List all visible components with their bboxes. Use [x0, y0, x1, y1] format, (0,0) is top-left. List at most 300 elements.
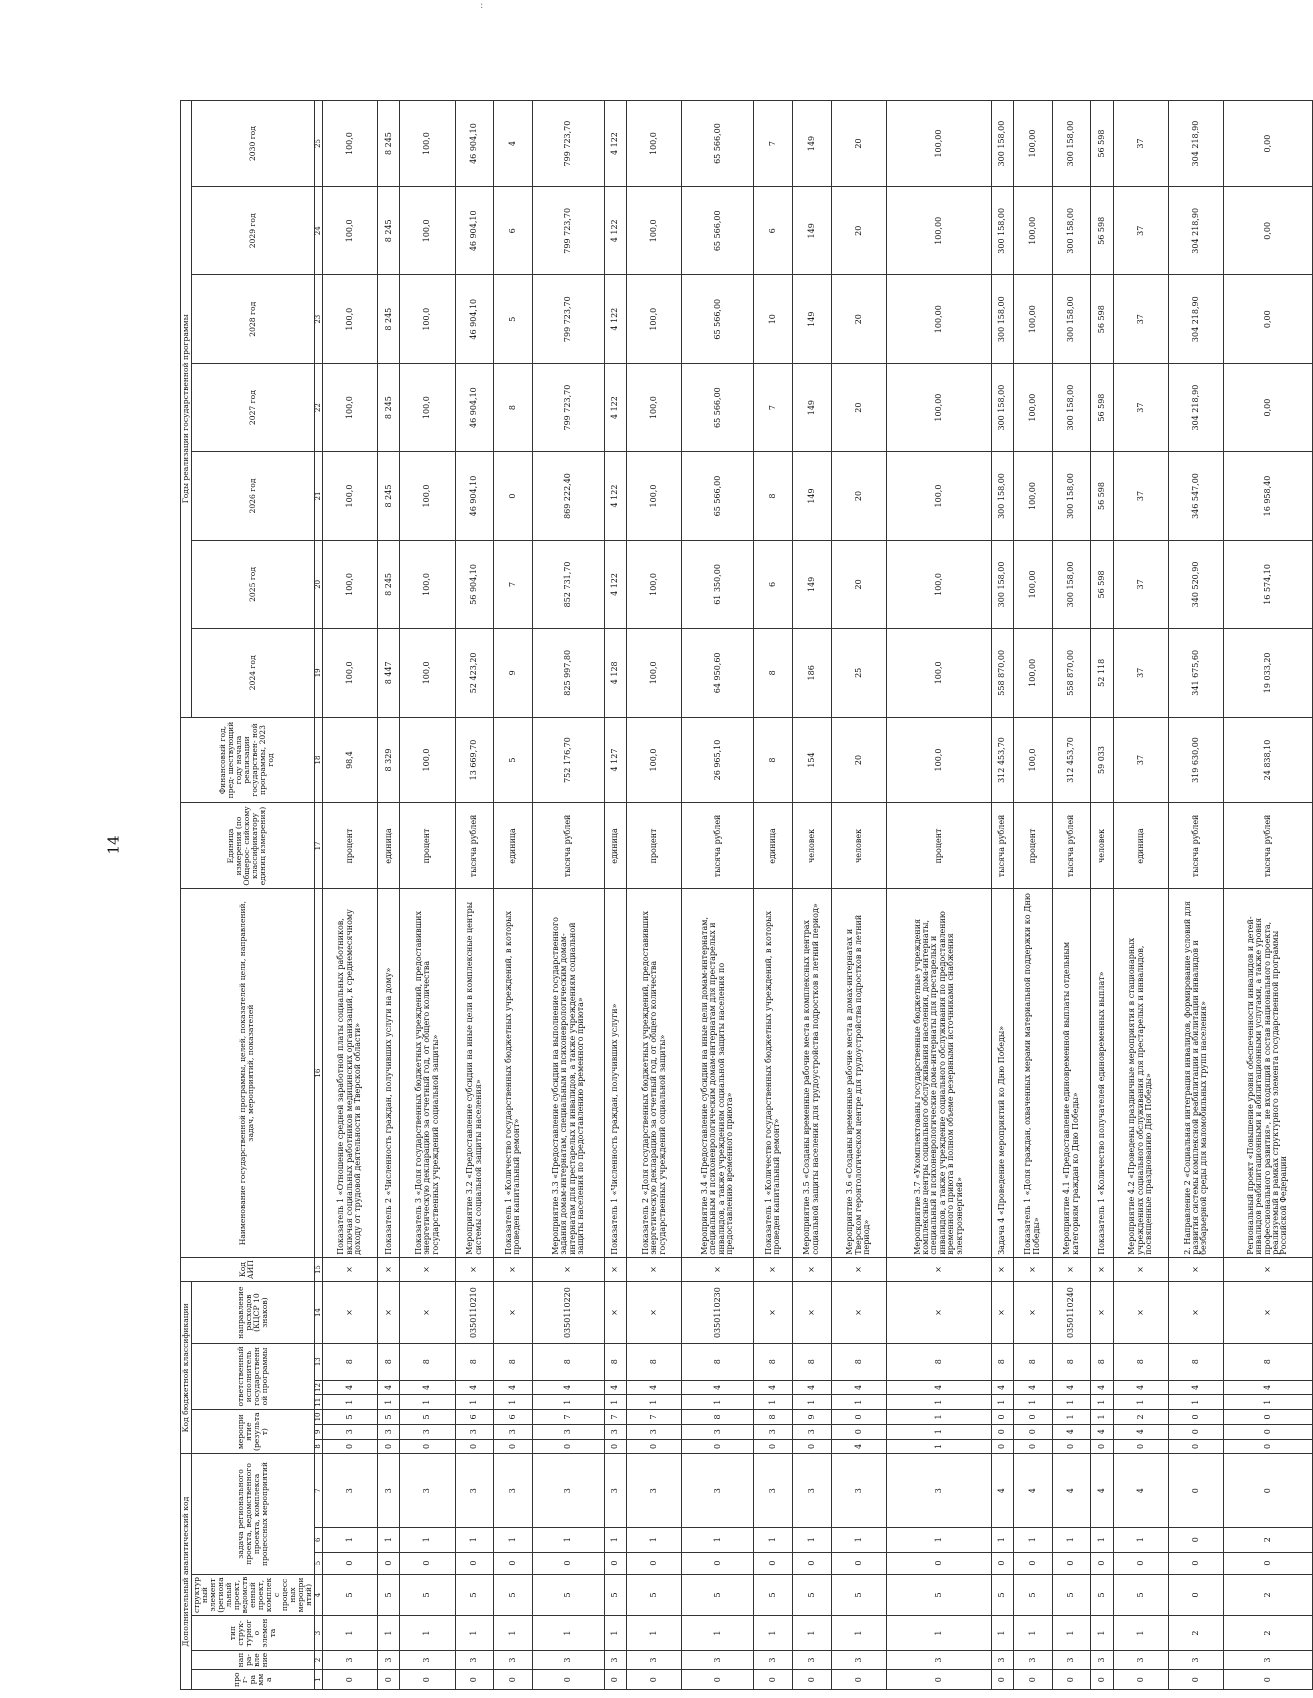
- kcsr-cell: ×: [627, 1282, 682, 1343]
- value-cell: 56 598: [1091, 452, 1113, 540]
- code-cell: 5: [400, 1574, 455, 1616]
- value-cell: 8 245: [378, 363, 400, 451]
- aip-cell: ×: [1113, 1257, 1168, 1282]
- name-cell: Показатель 1 «Отношение средней заработной платы социальных работников, включая социальных работников медицинских организаций, к среднемесячному доходу от трудовой деятельности в Тверской области»: [322, 889, 377, 1257]
- code-cell: 5: [378, 1574, 400, 1616]
- code-cell: 0: [1113, 1439, 1168, 1454]
- code-cell: 2: [1113, 1410, 1168, 1425]
- code-cell: 1: [1113, 1616, 1168, 1650]
- code-cell: 1: [1091, 1395, 1113, 1410]
- table-row: [1168, 101, 1223, 1690]
- code-cell: 1: [754, 1616, 793, 1650]
- code-cell: 1: [1052, 1410, 1091, 1425]
- code-cell: 3: [1052, 1650, 1091, 1670]
- value-cell: 100,0: [627, 717, 682, 803]
- value-cell: 37: [1113, 540, 1168, 628]
- code-cell: 0: [627, 1670, 682, 1690]
- code-cell: 5: [322, 1410, 377, 1425]
- value-cell: 8 245: [378, 540, 400, 628]
- kcsr-cell: ×: [886, 1282, 991, 1343]
- executor-header: ответственный исполнитель государственной программы: [191, 1343, 314, 1409]
- value-cell: 4 122: [604, 452, 626, 540]
- value-cell: 100,0: [627, 101, 682, 187]
- code-cell: 8: [792, 1343, 831, 1380]
- value-cell: 100,0: [627, 187, 682, 275]
- code-cell: 3: [494, 1650, 533, 1670]
- code-cell: 0: [1091, 1552, 1113, 1574]
- code-cell: 0: [991, 1670, 1013, 1690]
- code-cell: 8: [754, 1343, 793, 1380]
- code-cell: 0: [533, 1439, 605, 1454]
- code-cell: 1: [455, 1527, 494, 1552]
- column-number: 20: [314, 540, 322, 628]
- code-cell: 4: [1091, 1424, 1113, 1439]
- table-row: [792, 101, 831, 1690]
- value-cell: 61 350,00: [682, 540, 754, 628]
- value-cell: 4 122: [604, 275, 626, 363]
- code-cell: 5: [1113, 1574, 1168, 1616]
- column-number: 22: [314, 363, 322, 451]
- value-cell: 24 838,10: [1224, 717, 1312, 803]
- aip-cell: ×: [792, 1257, 831, 1282]
- table-row: [1052, 101, 1091, 1690]
- code-cell: 0: [627, 1439, 682, 1454]
- code-cell: 0: [792, 1439, 831, 1454]
- code-cell: 3: [754, 1650, 793, 1670]
- code-cell: 1: [886, 1395, 991, 1410]
- value-cell: 65 566,00: [682, 275, 754, 363]
- column-number: 6: [314, 1527, 322, 1552]
- value-cell: 65 566,00: [682, 363, 754, 451]
- code-cell: 4: [1113, 1454, 1168, 1528]
- table-row: [831, 101, 886, 1690]
- column-number: 25: [314, 101, 322, 187]
- code-cell: 1: [627, 1395, 682, 1410]
- value-cell: 4 122: [604, 540, 626, 628]
- value-cell: 100,00: [1013, 452, 1052, 540]
- code-cell: 0: [1168, 1424, 1223, 1439]
- value-cell: 0,00: [1224, 363, 1312, 451]
- code-cell: 0: [604, 1670, 626, 1690]
- value-cell: 56 598: [1091, 363, 1113, 451]
- code-cell: 8: [886, 1343, 991, 1380]
- value-cell: 98,4: [322, 717, 377, 803]
- programma-header: прог- рамма: [191, 1670, 314, 1690]
- value-cell: 300 158,00: [1052, 540, 1091, 628]
- expense-direction-header: направление расходов (КЦСР 10 знаков): [191, 1282, 314, 1343]
- code-cell: 1: [627, 1616, 682, 1650]
- code-cell: 1: [886, 1616, 991, 1650]
- value-cell: 100,0: [400, 452, 455, 540]
- code-cell: 0: [533, 1552, 605, 1574]
- code-cell: 5: [991, 1574, 1013, 1616]
- value-cell: 149: [792, 101, 831, 187]
- name-cell: Мероприятие 3.7 «Укомплектованы государственные бюджетные учреждения комплексные центры социального обслуживания населения, дома-интернаты, специальный и психоневрологические дома-интернаты для престарелых и инвалидов, а также учреждение социального обслуживания по предоставлению временного приюта в полном объеме резервными источниками снабжения электроэнергией»: [886, 889, 991, 1257]
- unit-cell: человек: [1091, 803, 1113, 889]
- code-cell: 1: [627, 1527, 682, 1552]
- value-cell: 300 158,00: [991, 275, 1013, 363]
- value-cell: 46 904,10: [455, 101, 494, 187]
- code-cell: 0: [1013, 1410, 1052, 1425]
- value-cell: 37: [1113, 187, 1168, 275]
- value-cell: 799 723,70: [533, 363, 605, 451]
- value-cell: 100,0: [322, 275, 377, 363]
- table-row: [754, 101, 793, 1690]
- value-cell: 300 158,00: [1052, 101, 1091, 187]
- table-row: [1013, 101, 1052, 1690]
- value-cell: 100,0: [627, 363, 682, 451]
- aip-cell: ×: [886, 1257, 991, 1282]
- year-2024-header: 2024 год: [191, 629, 314, 717]
- value-cell: 799 723,70: [533, 275, 605, 363]
- code-cell: 3: [455, 1650, 494, 1670]
- aip-cell: ×: [682, 1257, 754, 1282]
- code-cell: 0: [1224, 1439, 1312, 1454]
- code-cell: 3: [533, 1424, 605, 1439]
- name-cell: Мероприятие 4.2 «Проведены праздничные мероприятия в стационарных учреждениях социального обслуживания для престарелых и инвалидов, посвященные празднованию Дня Победы»: [1113, 889, 1168, 1257]
- code-cell: 6: [455, 1410, 494, 1425]
- unit-cell: процент: [1013, 803, 1052, 889]
- code-cell: 3: [831, 1454, 886, 1528]
- table-row: [400, 101, 455, 1690]
- aip-cell: ×: [627, 1257, 682, 1282]
- code-cell: 0: [682, 1552, 754, 1574]
- code-cell: 3: [1091, 1650, 1113, 1670]
- unit-cell: процент: [322, 803, 377, 889]
- measure-header: мероприятие (результат): [191, 1410, 314, 1454]
- name-cell: Показатель 1 «Количество государственных бюджетных учреждений, в которых проведен капитальный ремонт»: [754, 889, 793, 1257]
- value-cell: 56 598: [1091, 275, 1113, 363]
- code-cell: 1: [991, 1395, 1013, 1410]
- year-2030-header: 2030 год: [191, 101, 314, 187]
- code-cell: 1: [604, 1616, 626, 1650]
- column-number: 3: [314, 1616, 322, 1650]
- code-cell: 4: [1052, 1380, 1091, 1395]
- table-row: [494, 101, 533, 1690]
- value-cell: 6: [754, 187, 793, 275]
- code-cell: 0: [1224, 1424, 1312, 1439]
- value-cell: 100,00: [1013, 629, 1052, 717]
- year-2027-header: 2027 год: [191, 363, 314, 451]
- value-cell: 4 122: [604, 101, 626, 187]
- value-cell: 300 158,00: [1052, 187, 1091, 275]
- value-cell: 65 566,00: [682, 187, 754, 275]
- structural-element-header: структурный элемент (региональный проект, ведомственный проект, комплекс процессных мероприятий): [191, 1574, 314, 1616]
- type-header: тип струк- турного элемента: [191, 1616, 314, 1650]
- code-cell: 8: [604, 1343, 626, 1380]
- code-cell: 4: [322, 1380, 377, 1395]
- value-cell: 100,0: [400, 540, 455, 628]
- value-cell: 100,00: [1013, 275, 1052, 363]
- column-number: 18: [314, 717, 322, 803]
- name-cell: Показатель 2 «Численность граждан, получивших услуги на дому»: [378, 889, 400, 1257]
- code-cell: 1: [682, 1395, 754, 1410]
- code-cell: 5: [378, 1410, 400, 1425]
- value-cell: 752 176,70: [533, 717, 605, 803]
- value-cell: 100,0: [322, 363, 377, 451]
- code-cell: 5: [627, 1574, 682, 1616]
- code-cell: 1: [886, 1410, 991, 1425]
- year-2025-header: 2025 год: [191, 540, 314, 628]
- kcsr-cell: ×: [378, 1282, 400, 1343]
- value-cell: 7: [754, 363, 793, 451]
- value-cell: 56 598: [1091, 187, 1113, 275]
- value-cell: 46 904,10: [455, 187, 494, 275]
- value-cell: 13 669,70: [455, 717, 494, 803]
- code-cell: 4: [831, 1380, 886, 1395]
- value-cell: 304 218,90: [1168, 275, 1223, 363]
- code-cell: 8: [378, 1343, 400, 1380]
- code-cell: 0: [1224, 1552, 1312, 1574]
- code-cell: 5: [400, 1410, 455, 1425]
- code-cell: 3: [533, 1650, 605, 1670]
- code-cell: 3: [604, 1650, 626, 1670]
- code-cell: 3: [400, 1650, 455, 1670]
- code-cell: 4: [792, 1380, 831, 1395]
- kcsr-cell: ×: [1113, 1282, 1168, 1343]
- value-cell: 154: [792, 717, 831, 803]
- aip-cell: ×: [1224, 1257, 1312, 1282]
- value-cell: 56 598: [1091, 101, 1113, 187]
- code-cell: 3: [831, 1650, 886, 1670]
- code-cell: 3: [378, 1424, 400, 1439]
- code-cell: 1: [494, 1527, 533, 1552]
- code-cell: 3: [604, 1424, 626, 1439]
- code-cell: 4: [1168, 1380, 1223, 1395]
- value-cell: 8: [754, 629, 793, 717]
- code-cell: 1: [754, 1527, 793, 1552]
- value-cell: 300 158,00: [991, 101, 1013, 187]
- table-row: [886, 101, 991, 1690]
- code-cell: 8: [1113, 1343, 1168, 1380]
- budget-code-header: Код бюджетной классификации: [181, 1282, 192, 1454]
- code-cell: 0: [886, 1552, 991, 1574]
- code-cell: 1: [378, 1395, 400, 1410]
- value-cell: 10: [754, 275, 793, 363]
- code-cell: 3: [886, 1650, 991, 1670]
- value-cell: 37: [1113, 717, 1168, 803]
- code-cell: 5: [604, 1574, 626, 1616]
- unit-cell: тысяча рублей: [1168, 803, 1223, 889]
- value-cell: 100,0: [886, 540, 991, 628]
- unit-header: Единица измерения (по Общерос- сийскому классификатору единиц измерения): [181, 803, 315, 889]
- code-cell: 5: [886, 1574, 991, 1616]
- code-cell: 0: [831, 1670, 886, 1690]
- aip-cell: ×: [1168, 1257, 1223, 1282]
- code-cell: 1: [1052, 1395, 1091, 1410]
- code-cell: 3: [991, 1650, 1013, 1670]
- value-cell: 149: [792, 187, 831, 275]
- code-cell: 0: [322, 1552, 377, 1574]
- code-cell: 1: [682, 1527, 754, 1552]
- name-cell: Задача 4 «Проведение мероприятий ко Дню Победы»: [991, 889, 1013, 1257]
- value-cell: 46 904,10: [455, 275, 494, 363]
- code-cell: 3: [494, 1424, 533, 1439]
- name-cell: Показатель 1 «Доля граждан, охваченных мерами материальной поддержки ко Дню Победы»: [1013, 889, 1052, 1257]
- code-cell: 3: [792, 1454, 831, 1528]
- column-number: 16: [314, 889, 322, 1257]
- aip-code-header: Код АИП: [181, 1257, 315, 1282]
- analytic-code-header: Дополнительный аналитический код: [181, 1454, 192, 1690]
- value-cell: 65 566,00: [682, 452, 754, 540]
- code-cell: 3: [754, 1454, 793, 1528]
- code-cell: 1: [1052, 1616, 1091, 1650]
- aip-cell: ×: [494, 1257, 533, 1282]
- code-cell: 0: [1168, 1574, 1223, 1616]
- code-cell: 8: [831, 1343, 886, 1380]
- code-cell: 0: [1052, 1552, 1091, 1574]
- unit-cell: единица: [1113, 803, 1168, 889]
- aip-cell: ×: [831, 1257, 886, 1282]
- code-cell: 8: [1013, 1343, 1052, 1380]
- kcsr-cell: 0350110240: [1052, 1282, 1091, 1343]
- name-cell: Показатель 1 «Количество получателей единовременных выплат»: [1091, 889, 1113, 1257]
- code-cell: 1: [455, 1616, 494, 1650]
- code-cell: 4: [455, 1380, 494, 1395]
- aip-cell: ×: [455, 1257, 494, 1282]
- kcsr-cell: ×: [322, 1282, 377, 1343]
- value-cell: 100,0: [627, 452, 682, 540]
- code-cell: 0: [991, 1439, 1013, 1454]
- aip-cell: ×: [1052, 1257, 1091, 1282]
- aip-cell: ×: [604, 1257, 626, 1282]
- kcsr-cell: ×: [991, 1282, 1013, 1343]
- code-cell: 6: [494, 1410, 533, 1425]
- value-cell: 869 222,40: [533, 452, 605, 540]
- program-table: [180, 100, 1313, 1690]
- value-cell: 100,00: [886, 275, 991, 363]
- code-cell: 4: [831, 1439, 886, 1454]
- value-cell: 100,00: [1013, 187, 1052, 275]
- code-cell: 5: [1052, 1574, 1091, 1616]
- code-cell: 0: [455, 1552, 494, 1574]
- task-header: задача регионального проекта, ведомственного проекта, комплекса процессных мероприятий: [191, 1454, 314, 1574]
- code-cell: 4: [533, 1380, 605, 1395]
- code-cell: 3: [682, 1424, 754, 1439]
- code-cell: 3: [1013, 1650, 1052, 1670]
- code-cell: 8: [494, 1343, 533, 1380]
- aip-cell: ×: [400, 1257, 455, 1282]
- code-cell: 3: [1168, 1650, 1223, 1670]
- value-cell: 16 958,40: [1224, 452, 1312, 540]
- code-cell: 4: [1091, 1454, 1113, 1528]
- column-number: 13: [314, 1343, 322, 1380]
- value-cell: 7: [494, 540, 533, 628]
- value-cell: 100,0: [322, 187, 377, 275]
- code-cell: 1: [1113, 1395, 1168, 1410]
- table-row: [322, 101, 377, 1690]
- code-cell: 1: [1013, 1527, 1052, 1552]
- unit-cell: человек: [792, 803, 831, 889]
- aip-cell: ×: [991, 1257, 1013, 1282]
- kcsr-cell: ×: [831, 1282, 886, 1343]
- kcsr-cell: ×: [754, 1282, 793, 1343]
- name-cell: Мероприятие 3.6 «Созданы временные рабочие места в домах-интернатах и Тверском геронтологическом центре для трудоустройства подростков в летний период»: [831, 889, 886, 1257]
- value-cell: 8: [754, 452, 793, 540]
- code-cell: 0: [378, 1439, 400, 1454]
- unit-cell: тысяча рублей: [455, 803, 494, 889]
- kcsr-cell: ×: [792, 1282, 831, 1343]
- code-cell: 0: [378, 1670, 400, 1690]
- value-cell: 149: [792, 363, 831, 451]
- table-row: [604, 101, 626, 1690]
- code-cell: 4: [886, 1380, 991, 1395]
- code-cell: 8: [1091, 1343, 1113, 1380]
- code-cell: 3: [627, 1650, 682, 1670]
- aip-cell: ×: [378, 1257, 400, 1282]
- aip-cell: ×: [322, 1257, 377, 1282]
- year-2028-header: 2028 год: [191, 275, 314, 363]
- value-cell: 100,0: [886, 717, 991, 803]
- code-cell: 1: [792, 1616, 831, 1650]
- value-cell: 100,0: [627, 540, 682, 628]
- table-row: [627, 101, 682, 1690]
- code-cell: 0: [400, 1552, 455, 1574]
- code-cell: 0: [1091, 1439, 1113, 1454]
- code-cell: 0: [831, 1410, 886, 1425]
- code-cell: 4: [1224, 1380, 1312, 1395]
- code-cell: 1: [831, 1395, 886, 1410]
- code-cell: 0: [991, 1424, 1013, 1439]
- value-cell: 59 033: [1091, 717, 1113, 803]
- code-cell: 3: [754, 1424, 793, 1439]
- value-cell: 4 127: [604, 717, 626, 803]
- code-cell: 4: [494, 1380, 533, 1395]
- name-cell: Мероприятие 3.3 «Предоставление субсидии на выполнение государственного задания домам-интернатам, специальным и психоневрологическим домам-интернатам для престарелых и инвалидов, а также учреждениям социальной защиты населения по предоставлению временного приюта»: [533, 889, 605, 1257]
- code-cell: 1: [682, 1616, 754, 1650]
- code-cell: 0: [533, 1670, 605, 1690]
- name-cell: Показатель 3 «Доля государственных бюджетных учреждений, предоставивших энергетическую декларацию за отчетный год, от общего количества государственных учреждений социальной защиты»: [400, 889, 455, 1257]
- value-cell: 100,00: [1013, 101, 1052, 187]
- value-cell: 100,0: [400, 717, 455, 803]
- name-cell: 2. Направление 2 «Социальная интеграция инвалидов, формирование условий для развития системы комплексной реабилитации и абилитации инвалидов и безбарьерной среды для маломобильных групп населения»: [1168, 889, 1223, 1257]
- column-number: 9: [314, 1424, 322, 1439]
- column-number: 8: [314, 1439, 322, 1454]
- value-cell: 186: [792, 629, 831, 717]
- value-cell: 37: [1113, 363, 1168, 451]
- value-cell: 825 997,80: [533, 629, 605, 717]
- unit-cell: единица: [754, 803, 793, 889]
- code-cell: 1: [400, 1395, 455, 1410]
- value-cell: 20: [831, 540, 886, 628]
- code-cell: 5: [455, 1574, 494, 1616]
- column-number: 14: [314, 1282, 322, 1343]
- name-header: Наименование государственной программы, целей, показателей цели, направлений, задач, мероприятий, показателей: [181, 889, 315, 1257]
- code-cell: 1: [1224, 1395, 1312, 1410]
- value-cell: 0: [494, 452, 533, 540]
- value-cell: 46 904,10: [455, 452, 494, 540]
- value-cell: 300 158,00: [1052, 452, 1091, 540]
- code-cell: 8: [322, 1343, 377, 1380]
- code-cell: 1: [604, 1527, 626, 1552]
- code-cell: 0: [1168, 1454, 1223, 1528]
- value-cell: 0,00: [1224, 187, 1312, 275]
- value-cell: 100,00: [1013, 363, 1052, 451]
- column-number: 4: [314, 1574, 322, 1616]
- code-cell: 3: [322, 1424, 377, 1439]
- code-cell: 1: [533, 1395, 605, 1410]
- unit-cell: тысяча рублей: [991, 803, 1013, 889]
- value-cell: 558 870,00: [991, 629, 1013, 717]
- code-cell: 1: [1013, 1616, 1052, 1650]
- code-cell: 1: [1168, 1395, 1223, 1410]
- value-cell: 300 158,00: [1052, 275, 1091, 363]
- value-cell: 8 245: [378, 187, 400, 275]
- value-cell: 100,00: [886, 101, 991, 187]
- column-number: 1: [314, 1670, 322, 1690]
- code-cell: 2: [1224, 1574, 1312, 1616]
- kcsr-cell: 0350110230: [682, 1282, 754, 1343]
